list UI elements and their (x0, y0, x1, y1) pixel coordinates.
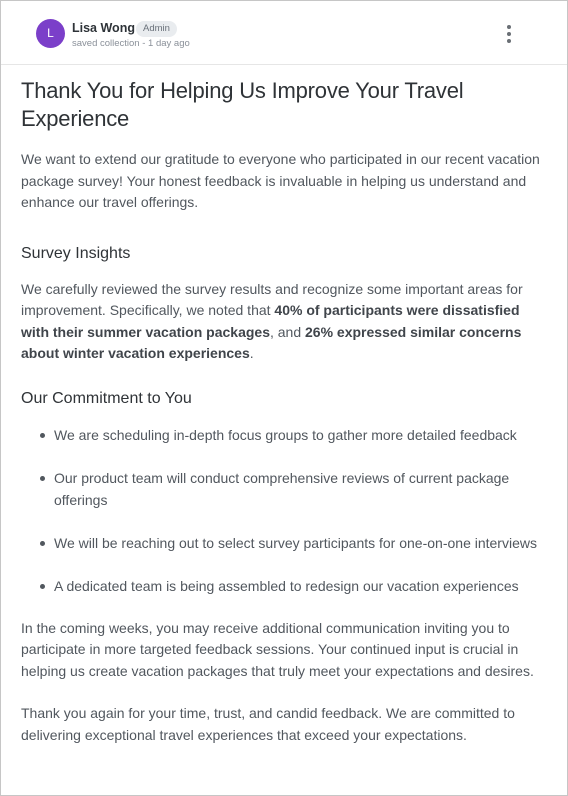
list-item: We will be reaching out to select survey participants for one-on-one interviews (54, 532, 541, 554)
insights-text-1: We carefully reviewed the survey results and recognize some important areas for improvement. Specifically, we noted that (21, 280, 523, 318)
insights-highlight-winter: 26% expressed similar concerns about winter vacation experiences (21, 323, 522, 361)
post-meta: saved collection - 1 day ago (72, 38, 190, 49)
section-heading-insights: Survey Insights (21, 244, 131, 262)
section-heading-commitment: Our Commitment to You (21, 389, 192, 407)
role-badge: Admin (136, 21, 177, 37)
avatar[interactable]: L (36, 19, 65, 48)
post-body (21, 77, 541, 746)
insights-highlight-summer: 40% of participants were dissatisfied with their summer vacation packages (21, 302, 520, 340)
list-item: We are scheduling in-depth focus groups to gather more detailed feedback (54, 424, 541, 446)
list-item: Our product team will conduct comprehensive reviews of current package offerings (54, 467, 541, 511)
list-item: A dedicated team is being assembled to redesign our vacation experiences (54, 575, 541, 597)
insights-text-2: , and (269, 323, 306, 340)
post-title: Thank You for Helping Us Improve Your Travel Experience (21, 78, 464, 131)
closing-paragraph-1: In the coming weeks, you may receive additional communication inviting you to participate in more targeted feedback sessions. Your continued input is crucial in helping us create vacation packages that truly meet your expectations and desires. (21, 619, 534, 679)
author-name[interactable]: Lisa Wong (72, 21, 135, 35)
commitment-list (21, 424, 541, 597)
post-header (1, 1, 567, 65)
more-vert-icon[interactable] (498, 23, 520, 45)
intro-paragraph: We want to extend our gratitude to everyone who participated in our recent vacation package survey! Your honest feedback is invaluable in helping us understand and enhance our travel offerings. (21, 151, 540, 210)
insights-paragraph (21, 279, 541, 365)
closing-paragraph-2: Thank you again for your time, trust, and candid feedback. We are committed to delivering exceptional travel experiences that exceed your expectations. (21, 705, 515, 743)
insights-text-3: . (249, 345, 254, 361)
